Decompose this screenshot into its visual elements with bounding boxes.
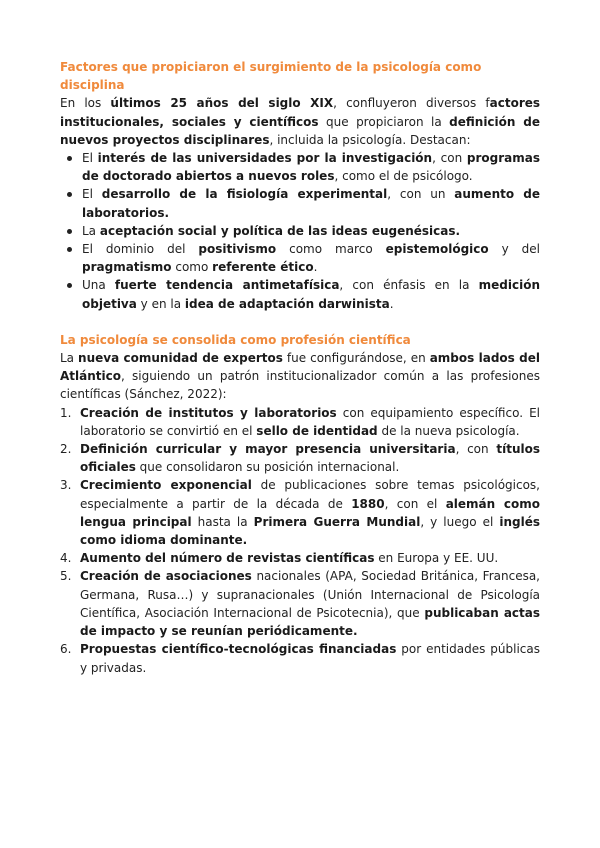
text-run: fue configurándose, en (282, 351, 430, 366)
section1-intro-paragraph (60, 94, 540, 149)
text-run: con equipamiento específico. El laboratorio se convirtió en el (80, 405, 541, 438)
bold-text-run: idea de adaptación darwinista (184, 296, 390, 311)
item-text (80, 406, 540, 438)
text-run: , con énfasis en la (339, 278, 479, 293)
text-run: , y luego el (420, 514, 500, 529)
bullet-item (82, 276, 540, 312)
bold-text-run: positivismo (198, 242, 277, 257)
bold-text-run: Propuestas científico-tecnológicas financiadas (80, 642, 397, 657)
text-run: . (389, 296, 394, 311)
bold-text-run: Aumento del número de revistas científicas (80, 551, 375, 566)
text-run: , siguiendo un patrón institucionalizador común a las profesiones científicas (Sánchez, 2022): (60, 369, 540, 402)
bold-text-run: publicaban actas de impacto y se reunían periódicamente. (80, 605, 541, 639)
bold-text-run: programas de doctorado abiertos a nuevos roles (82, 151, 540, 184)
bold-text-run: definición de nuevos proyectos disciplinares (60, 114, 540, 147)
item-number: 6. (60, 642, 72, 657)
bullet-item (82, 240, 540, 276)
numbered-item (60, 549, 540, 567)
section-heading-factores: Factores que propiciaron el surgimiento de la psicología como disciplina (60, 60, 482, 93)
bold-text-run: epistemológico (385, 242, 489, 257)
item-number: 2. (60, 442, 72, 457)
bold-text-run: pragmatismo (82, 260, 172, 275)
text-run: y del (488, 242, 540, 257)
text-run: en Europa y EE. UU. (374, 551, 499, 566)
text-run: que propiciaron la (318, 114, 450, 129)
text-run: por entidades públicas y privadas. (80, 642, 541, 675)
text-run: nacionales (APA, Sociedad Británica, Francesa, Germana, Rusa…) y supranacionales (Unión Internacional de Psicología Científica, Asociación Internacional de Psicotecnia), que (80, 569, 540, 620)
text-run: de publicaciones sobre temas psicológicos, especialmente a partir de la década de (80, 478, 541, 511)
bold-text-run: Primera Guerra Mundial (253, 514, 421, 529)
item-text (80, 442, 540, 474)
bold-text-run: sello de identidad (256, 423, 378, 438)
text-run: Una (82, 278, 115, 293)
bold-text-run: alemán como lengua principal (80, 496, 541, 529)
item-number: 1. (60, 405, 72, 420)
text-run: . (313, 260, 318, 275)
factors-bullet-list (60, 149, 540, 313)
bold-text-run: actores institucionales, sociales y científicos (60, 96, 541, 129)
text-run: de la nueva psicología. (377, 423, 520, 438)
text-run: La (60, 351, 79, 366)
institutional-pattern-list (60, 404, 540, 677)
text-run: El (82, 151, 98, 166)
item-number: 3. (60, 478, 72, 493)
bold-text-run: títulos oficiales (80, 442, 540, 475)
text-run: y en la (136, 296, 185, 311)
item-text (80, 551, 498, 565)
bold-text-run: aumento de laboratorios. (82, 187, 540, 220)
bullet-item (82, 149, 540, 185)
text-run: En los (60, 96, 111, 111)
text-run: que consolidaron su posición internacional. (135, 460, 400, 475)
bold-text-run: interés de las universidades por la investigación (97, 151, 433, 166)
numbered-item (60, 567, 541, 640)
text-run: , como el de psicólogo. (334, 169, 473, 184)
item-text (80, 478, 540, 547)
text-run: , con el (384, 496, 446, 511)
bullet-item (82, 185, 540, 221)
text-run: , confluyeron diversos f (333, 96, 490, 111)
numbered-item (60, 440, 540, 476)
bold-text-run: referente ético (212, 260, 314, 275)
item-text (80, 642, 540, 674)
numbered-item (60, 404, 541, 440)
bold-text-run: Crecimiento exponencial (80, 478, 252, 493)
section2-intro-paragraph (60, 349, 540, 404)
item-number: 5. (60, 569, 72, 584)
bullet-item (82, 222, 540, 240)
bold-text-run: fuerte tendencia antimetafísica (114, 278, 340, 293)
text-run: , con (432, 151, 467, 166)
document-page (60, 58, 540, 677)
bold-text-run: desarrollo de la fisiología experimental (101, 187, 388, 202)
text-run: , con (455, 442, 497, 457)
text-run: hasta la (191, 514, 254, 529)
bold-text-run: inglés como idioma dominante. (80, 514, 540, 548)
bold-text-run: aceptación social y política de las ideas eugenésicas. (99, 223, 461, 238)
text-run: , incluida la psicología. Destacan: (269, 132, 471, 147)
item-text (80, 569, 540, 638)
bold-text-run: últimos 25 años del siglo XIX (110, 96, 334, 111)
numbered-item (60, 640, 541, 676)
bold-text-run: Creación de asociaciones (80, 569, 252, 584)
text-run: El (82, 187, 102, 202)
text-run: , con un (387, 187, 455, 202)
numbered-item (60, 476, 541, 549)
text-run: La (82, 223, 100, 238)
bold-text-run: nueva comunidad de expertos (78, 351, 283, 366)
bold-text-run: ambos lados del Atlántico (60, 351, 541, 384)
bold-text-run: Creación de institutos y laboratorios (80, 405, 337, 420)
text-run: El dominio del (82, 242, 199, 257)
bold-text-run: medición objetiva (82, 278, 540, 311)
item-number: 4. (60, 551, 72, 566)
text-run: como (171, 260, 213, 275)
section-heading-profesion: La psicología se consolida como profesión científica (60, 332, 411, 347)
bold-text-run: Definición curricular y mayor presencia universitaria (80, 442, 456, 457)
text-run: como marco (276, 242, 386, 257)
bold-text-run: 1880 (351, 496, 385, 511)
